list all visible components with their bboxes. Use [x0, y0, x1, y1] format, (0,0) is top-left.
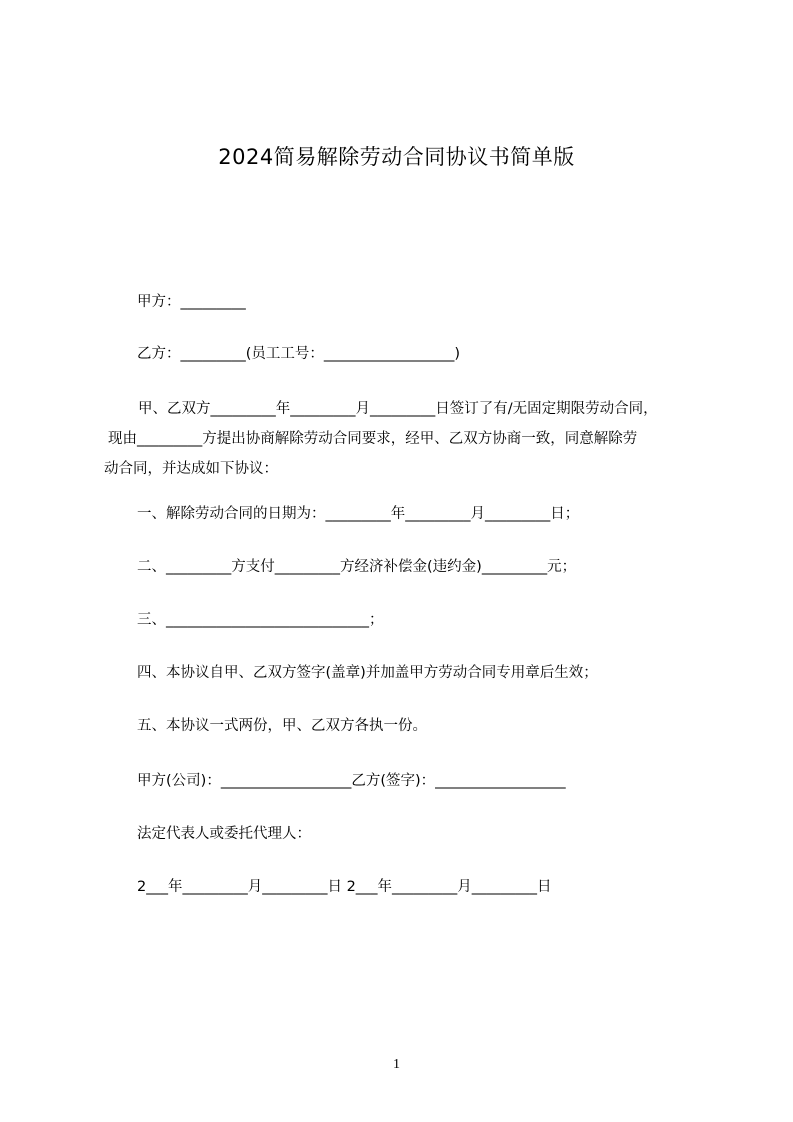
intro-line-1: 甲、乙双方_________年_________月_________日签订了有/无固定期限劳动合同，	[138, 401, 658, 417]
representative-line: 法定代表人或委托代理人：	[137, 826, 311, 842]
intro-line-3: 动合同，并达成如下协议：	[104, 461, 278, 477]
date-line: 2___年_________月_________日 2___年_________月_________日	[137, 879, 552, 895]
clause-2: 二、_________方支付_________方经济补偿金(违约金)_________元；	[137, 559, 577, 575]
clause-4: 四、本协议自甲、乙双方签字(盖章)并加盖甲方劳动合同专用章后生效；	[137, 665, 598, 681]
document-title: 2024简易解除劳动合同协议书简单版	[218, 145, 575, 169]
signature-line: 甲方(公司)：__________________乙方(签字)：__________________	[137, 773, 566, 789]
intro-paragraph	[104, 394, 724, 484]
party-b-line: 乙方：_________(员工工号：__________________)	[137, 346, 461, 362]
clause-3: 三、____________________________；	[137, 612, 384, 628]
page-number: 1	[393, 1057, 400, 1072]
party-a-line: 甲方：_________	[137, 294, 246, 310]
clause-1: 一、解除劳动合同的日期为：_________年_________月_________日；	[137, 506, 580, 522]
intro-line-2: 现由_________方提出协商解除劳动合同要求，经甲、乙双方协商一致，同意解除劳	[108, 431, 638, 447]
clause-5: 五、本协议一式两份，甲、乙双方各执一份。	[137, 718, 427, 734]
